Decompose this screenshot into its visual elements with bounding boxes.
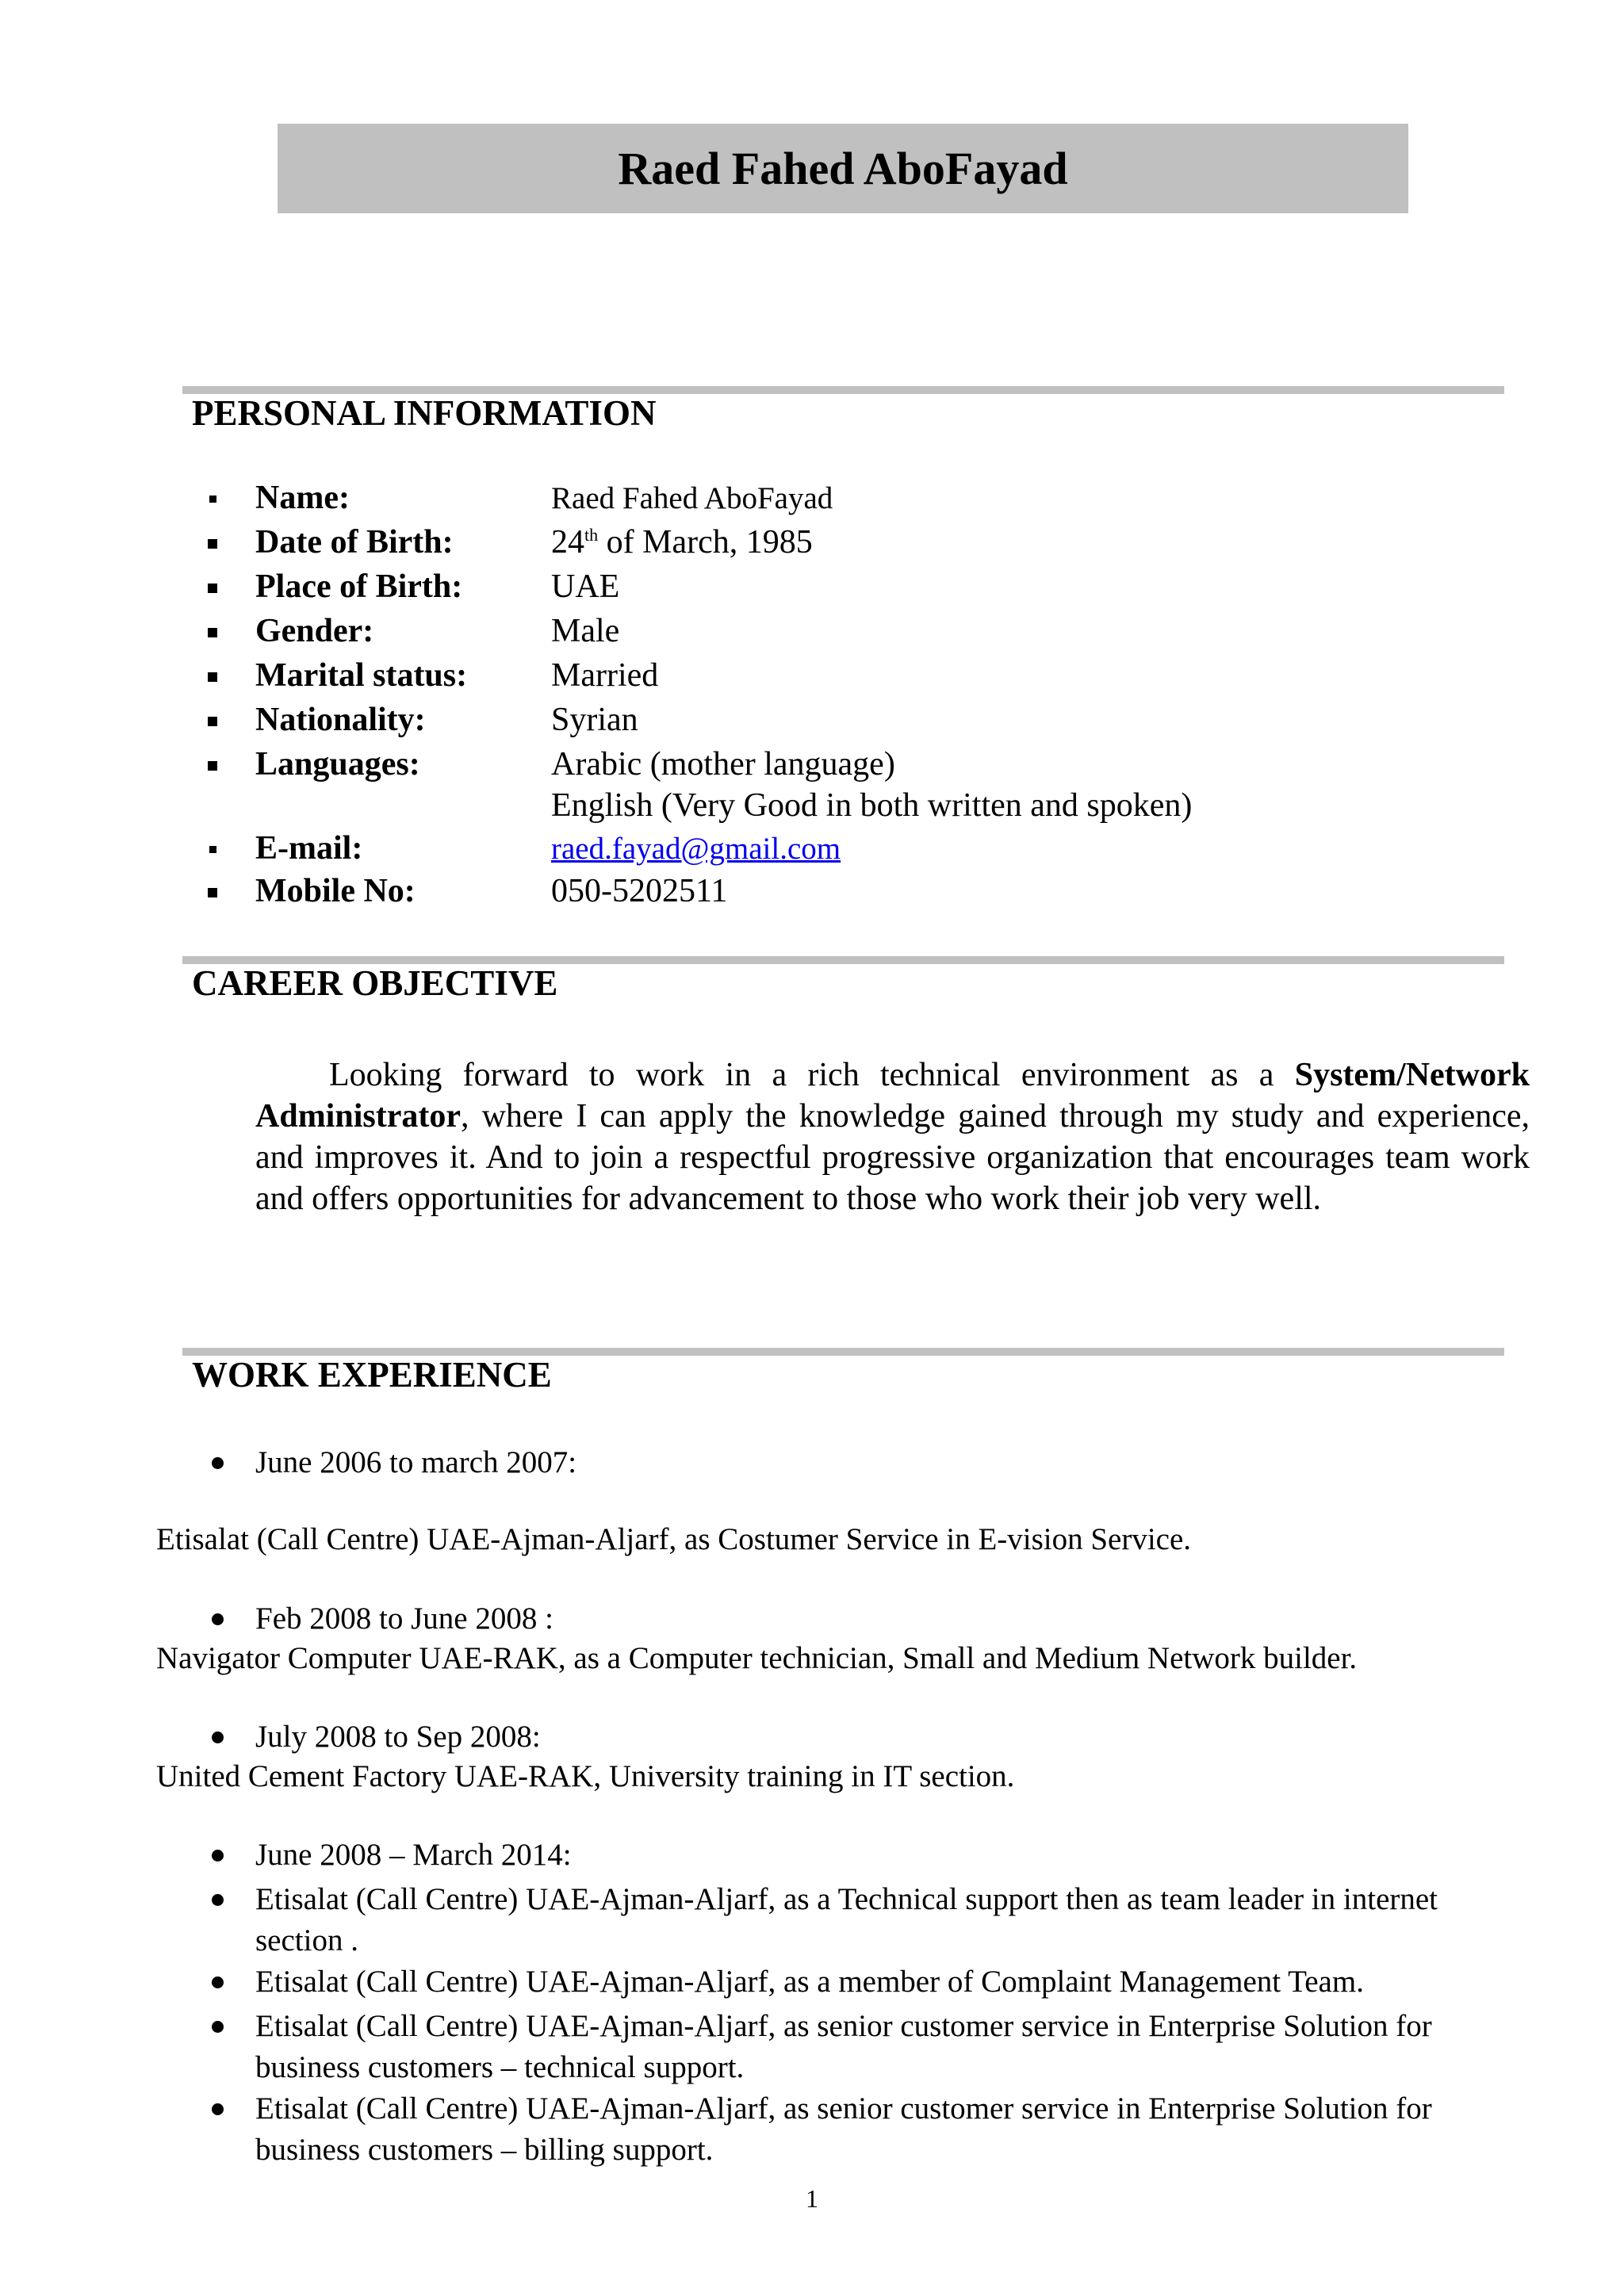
- bullet-square-icon: [208, 672, 217, 682]
- info-value: 050-5202511: [551, 873, 728, 909]
- bullet-square-icon: [208, 584, 217, 593]
- section-title-objective: CAREER OBJECTIVE: [192, 963, 558, 1003]
- work-duty: Etisalat (Call Centre) UAE-Ajman-Aljarf, as a Technical support then as team leader in internet section .: [255, 1882, 1438, 1957]
- bullet-dot-icon: [212, 2103, 224, 2115]
- candidate-name: Raed Fahed AboFayad: [618, 143, 1068, 194]
- work-description: United Cement Factory UAE-RAK, University training in IT section.: [156, 1759, 1015, 1793]
- name-banner: [278, 124, 1408, 213]
- work-description: Navigator Computer UAE-RAK, as a Computer technician, Small and Medium Network builder.: [156, 1641, 1358, 1675]
- info-value: Arabic (mother language): [551, 746, 895, 783]
- bullet-square-icon: [208, 628, 217, 637]
- info-value: Syrian: [551, 702, 638, 738]
- info-value: Married: [551, 657, 659, 694]
- info-value: Male: [551, 613, 620, 649]
- objective-paragraph: Looking forward to work in a rich technical environment as a System/Network Administrator, where I can apply the knowledge gained through my study and experience, and improves it. And to join a respectful progressive organization that encourages team work and offers opportunities for advancement to those who work their job very well.: [255, 1057, 1530, 1217]
- bullet-dot-icon: [212, 1976, 224, 1988]
- info-label: E-mail:: [255, 830, 363, 867]
- work-description: Etisalat (Call Centre) UAE-Ajman-Aljarf, as Costumer Service in E-vision Service.: [156, 1522, 1192, 1556]
- work-duty: Etisalat (Call Centre) UAE-Ajman-Aljarf, as senior customer service in Enterprise Solution for business customers – billing support.: [255, 2091, 1432, 2167]
- work-period: June 2006 to march 2007:: [255, 1445, 577, 1479]
- bullet-dot-icon: [212, 1613, 224, 1625]
- info-label: Name:: [255, 480, 350, 516]
- section-title-personal: PERSONAL INFORMATION: [192, 393, 657, 433]
- work-period: July 2008 to Sep 2008:: [255, 1720, 541, 1754]
- bullet-dot-icon: [212, 1850, 224, 1862]
- bullet-square-icon: [209, 846, 216, 853]
- info-label: Place of Birth:: [255, 568, 463, 605]
- bullet-square-icon: [208, 761, 217, 771]
- bullet-square-icon: [208, 888, 217, 897]
- bullet-square-icon: [208, 539, 217, 549]
- work-period: June 2008 – March 2014:: [255, 1838, 572, 1872]
- info-label: Gender:: [255, 613, 374, 649]
- info-value-dob: 24th of March, 1985: [551, 524, 813, 561]
- info-label: Date of Birth:: [255, 524, 454, 561]
- info-label: Marital status:: [255, 657, 468, 694]
- work-duty: Etisalat (Call Centre) UAE-Ajman-Aljarf, as a member of Complaint Management Team.: [255, 1965, 1364, 1999]
- page-number: 1: [806, 2184, 818, 2213]
- work-duty: Etisalat (Call Centre) UAE-Ajman-Aljarf, as senior customer service in Enterprise Solution for business customers – technical support.: [255, 2009, 1432, 2084]
- info-value: English (Very Good in both written and spoken): [551, 787, 1193, 824]
- email-link[interactable]: raed.fayad@gmail.com: [551, 832, 841, 866]
- bullet-square-icon: [208, 717, 217, 726]
- info-label: Mobile No:: [255, 873, 416, 909]
- section-title-work: WORK EXPERIENCE: [192, 1355, 552, 1395]
- bullet-dot-icon: [212, 2021, 224, 2033]
- info-label: Nationality:: [255, 702, 426, 738]
- bullet-square-icon: [209, 496, 216, 503]
- info-value: Raed Fahed AboFayad: [551, 481, 833, 515]
- bullet-dot-icon: [212, 1457, 224, 1469]
- work-period: Feb 2008 to June 2008 :: [255, 1601, 553, 1636]
- bullet-dot-icon: [212, 1732, 224, 1743]
- info-value: UAE: [551, 568, 620, 605]
- bullet-dot-icon: [212, 1894, 224, 1906]
- info-label: Languages:: [255, 746, 420, 783]
- info-value-email: [551, 831, 841, 867]
